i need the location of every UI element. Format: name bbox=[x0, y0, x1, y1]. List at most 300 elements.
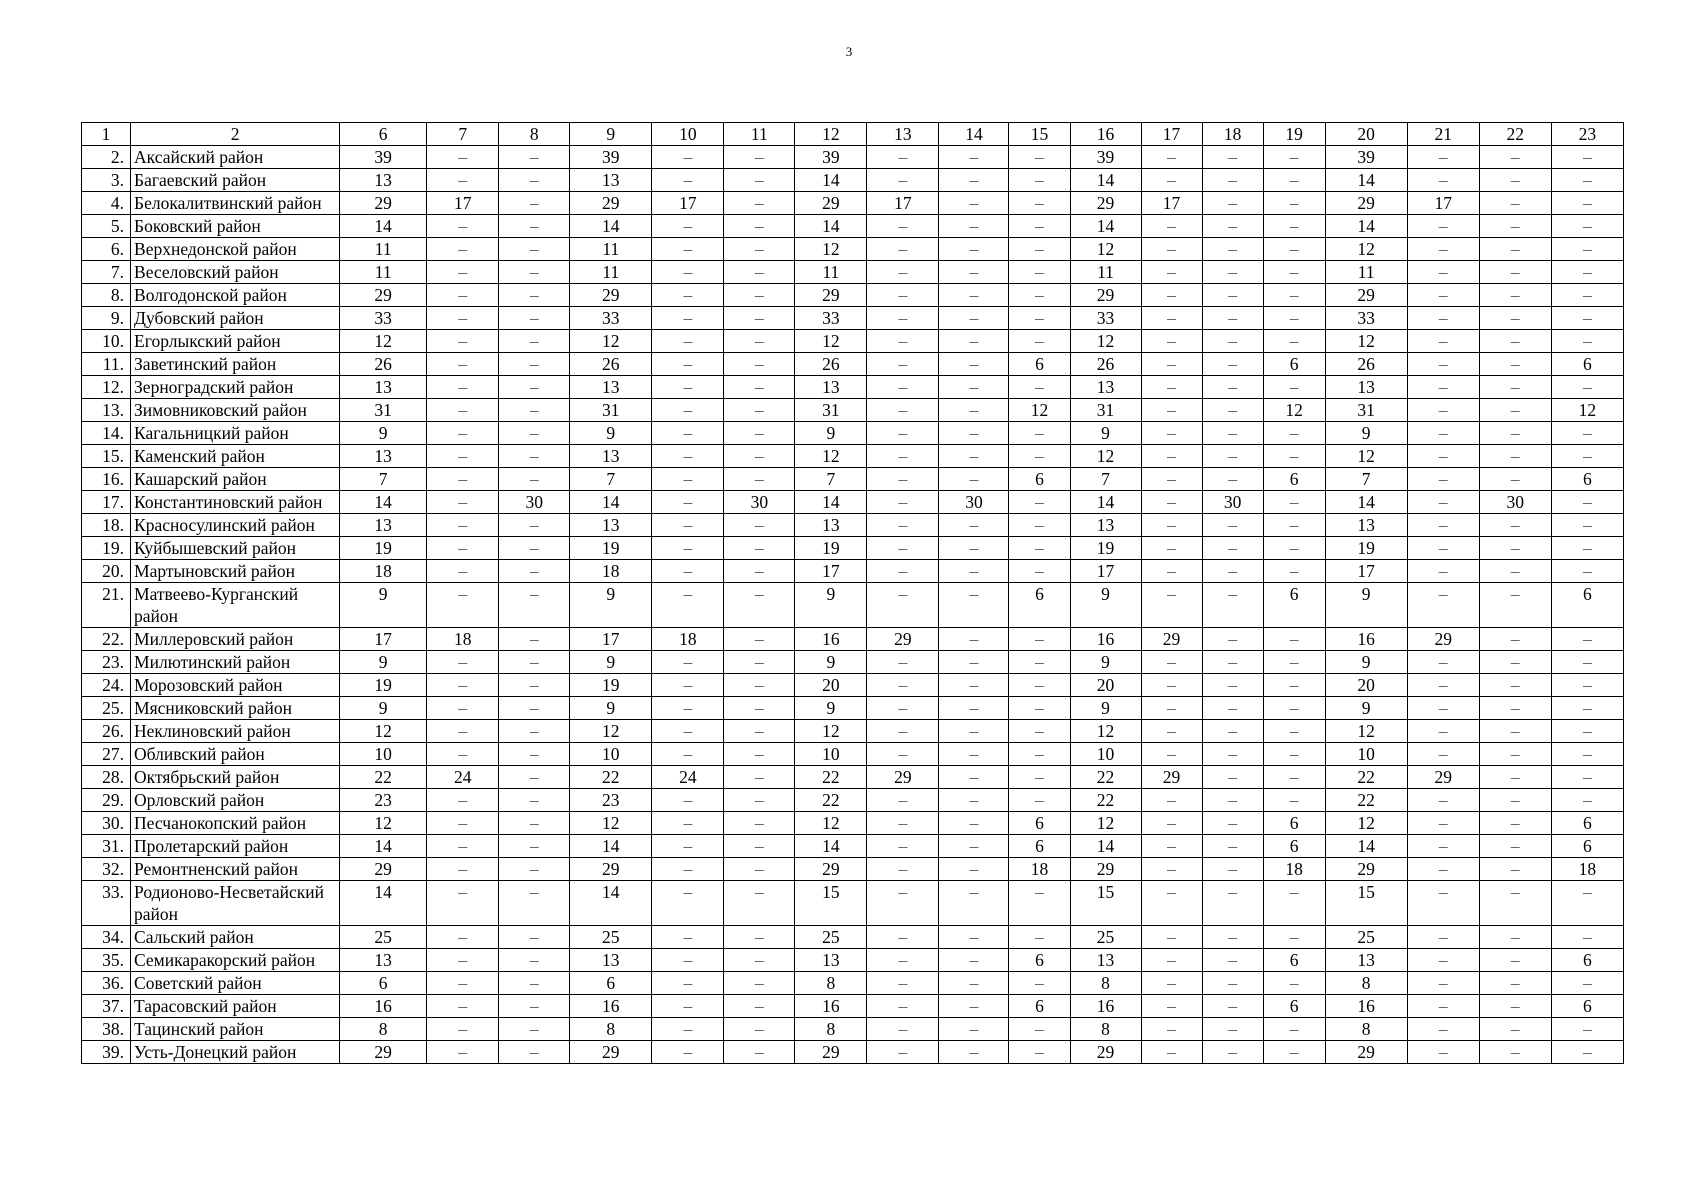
value-cell: – bbox=[1202, 743, 1263, 766]
value-cell: – bbox=[1009, 1041, 1070, 1064]
value-cell: – bbox=[427, 169, 499, 192]
value-cell: – bbox=[1202, 468, 1263, 491]
value-cell: 9 bbox=[795, 583, 867, 628]
value-cell: – bbox=[1551, 674, 1623, 697]
row-number: 36. bbox=[82, 972, 131, 995]
value-cell: – bbox=[867, 583, 939, 628]
value-cell: 17 bbox=[652, 192, 724, 215]
value-cell: 13 bbox=[340, 169, 427, 192]
value-cell: – bbox=[1551, 1041, 1623, 1064]
district-name: Веселовский район bbox=[131, 261, 340, 284]
value-cell: – bbox=[1479, 445, 1551, 468]
value-cell: – bbox=[1141, 651, 1202, 674]
value-cell: – bbox=[652, 560, 724, 583]
value-cell: 13 bbox=[1325, 949, 1407, 972]
value-cell: – bbox=[652, 330, 724, 353]
value-cell: 14 bbox=[340, 491, 427, 514]
value-cell: 25 bbox=[795, 926, 867, 949]
value-cell: – bbox=[867, 972, 939, 995]
value-cell: – bbox=[1141, 835, 1202, 858]
value-cell: – bbox=[1009, 445, 1070, 468]
value-cell: 6 bbox=[1009, 468, 1070, 491]
value-cell: – bbox=[1407, 560, 1479, 583]
value-cell: 39 bbox=[570, 146, 652, 169]
header-cell: 15 bbox=[1009, 123, 1070, 146]
value-cell: – bbox=[1141, 491, 1202, 514]
value-cell: – bbox=[427, 720, 499, 743]
value-cell: – bbox=[1009, 330, 1070, 353]
table-row bbox=[82, 949, 1624, 972]
value-cell: – bbox=[1407, 743, 1479, 766]
value-cell: 6 bbox=[1551, 995, 1623, 1018]
value-cell: – bbox=[724, 995, 795, 1018]
value-cell: – bbox=[1407, 215, 1479, 238]
value-cell: 17 bbox=[340, 628, 427, 651]
value-cell: 16 bbox=[1070, 995, 1141, 1018]
value-cell: 7 bbox=[1325, 468, 1407, 491]
value-cell: – bbox=[1263, 560, 1325, 583]
value-cell: – bbox=[1141, 514, 1202, 537]
value-cell: – bbox=[1479, 674, 1551, 697]
value-cell: – bbox=[1479, 1041, 1551, 1064]
value-cell: – bbox=[1202, 514, 1263, 537]
value-cell: – bbox=[1407, 468, 1479, 491]
value-cell: – bbox=[1407, 789, 1479, 812]
value-cell: – bbox=[1263, 307, 1325, 330]
value-cell: – bbox=[1407, 307, 1479, 330]
value-cell: – bbox=[652, 812, 724, 835]
value-cell: – bbox=[1407, 376, 1479, 399]
value-cell: – bbox=[499, 422, 570, 445]
value-cell: 9 bbox=[340, 583, 427, 628]
value-cell: – bbox=[1202, 261, 1263, 284]
value-cell: – bbox=[939, 399, 1009, 422]
table-row bbox=[82, 651, 1624, 674]
value-cell: 12 bbox=[795, 445, 867, 468]
value-cell: – bbox=[1479, 972, 1551, 995]
value-cell: – bbox=[427, 743, 499, 766]
value-cell: – bbox=[1141, 376, 1202, 399]
value-cell: 12 bbox=[570, 720, 652, 743]
value-cell: – bbox=[1407, 926, 1479, 949]
value-cell: – bbox=[1202, 651, 1263, 674]
value-cell: – bbox=[1479, 537, 1551, 560]
value-cell: 9 bbox=[795, 651, 867, 674]
table-row bbox=[82, 238, 1624, 261]
value-cell: – bbox=[1263, 146, 1325, 169]
value-cell: – bbox=[652, 514, 724, 537]
value-cell: – bbox=[1479, 422, 1551, 445]
value-cell: – bbox=[939, 628, 1009, 651]
row-number: 34. bbox=[82, 926, 131, 949]
value-cell: – bbox=[1141, 674, 1202, 697]
value-cell: – bbox=[652, 674, 724, 697]
value-cell: 23 bbox=[340, 789, 427, 812]
table-row bbox=[82, 261, 1624, 284]
value-cell: – bbox=[1009, 376, 1070, 399]
value-cell: – bbox=[939, 972, 1009, 995]
value-cell: 29 bbox=[1141, 766, 1202, 789]
value-cell: – bbox=[1141, 583, 1202, 628]
value-cell: – bbox=[1407, 858, 1479, 881]
value-cell: 13 bbox=[340, 514, 427, 537]
value-cell: – bbox=[1202, 1018, 1263, 1041]
value-cell: – bbox=[499, 560, 570, 583]
value-cell: 6 bbox=[1263, 353, 1325, 376]
value-cell: – bbox=[427, 995, 499, 1018]
value-cell: – bbox=[499, 926, 570, 949]
value-cell: – bbox=[1407, 238, 1479, 261]
table-row bbox=[82, 835, 1624, 858]
district-name: Семикаракорский район bbox=[131, 949, 340, 972]
value-cell: – bbox=[652, 284, 724, 307]
value-cell: 13 bbox=[340, 445, 427, 468]
district-name: Красносулинский район bbox=[131, 514, 340, 537]
value-cell: – bbox=[1407, 995, 1479, 1018]
table-row bbox=[82, 995, 1624, 1018]
value-cell: 39 bbox=[340, 146, 427, 169]
value-cell: 14 bbox=[795, 835, 867, 858]
value-cell: – bbox=[724, 628, 795, 651]
value-cell: 6 bbox=[1009, 949, 1070, 972]
value-cell: 6 bbox=[1263, 468, 1325, 491]
value-cell: – bbox=[499, 697, 570, 720]
value-cell: 9 bbox=[1325, 651, 1407, 674]
value-cell: – bbox=[1202, 697, 1263, 720]
table-row bbox=[82, 422, 1624, 445]
value-cell: – bbox=[1202, 1041, 1263, 1064]
value-cell: – bbox=[867, 146, 939, 169]
value-cell: – bbox=[652, 491, 724, 514]
value-cell: – bbox=[1141, 261, 1202, 284]
value-cell: – bbox=[1202, 192, 1263, 215]
row-number: 33. bbox=[82, 881, 131, 926]
district-name: Сальский район bbox=[131, 926, 340, 949]
table-header-row bbox=[82, 123, 1624, 146]
value-cell: – bbox=[1479, 789, 1551, 812]
value-cell: – bbox=[1141, 743, 1202, 766]
district-name: Каменский район bbox=[131, 445, 340, 468]
value-cell: 17 bbox=[867, 192, 939, 215]
value-cell: – bbox=[499, 766, 570, 789]
value-cell: – bbox=[1263, 881, 1325, 926]
value-cell: – bbox=[1551, 560, 1623, 583]
value-cell: 13 bbox=[795, 376, 867, 399]
value-cell: 13 bbox=[570, 376, 652, 399]
value-cell: – bbox=[867, 399, 939, 422]
value-cell: 8 bbox=[1070, 972, 1141, 995]
district-name: Аксайский район bbox=[131, 146, 340, 169]
district-name: Тарасовский район bbox=[131, 995, 340, 1018]
value-cell: – bbox=[867, 376, 939, 399]
value-cell: – bbox=[427, 674, 499, 697]
value-cell: 9 bbox=[1325, 697, 1407, 720]
value-cell: 16 bbox=[340, 995, 427, 1018]
value-cell: – bbox=[1009, 881, 1070, 926]
value-cell: 17 bbox=[570, 628, 652, 651]
value-cell: – bbox=[652, 445, 724, 468]
value-cell: 12 bbox=[340, 330, 427, 353]
value-cell: 6 bbox=[1551, 835, 1623, 858]
value-cell: – bbox=[1202, 881, 1263, 926]
value-cell: – bbox=[867, 330, 939, 353]
value-cell: – bbox=[427, 261, 499, 284]
value-cell: 10 bbox=[1070, 743, 1141, 766]
value-cell: 33 bbox=[795, 307, 867, 330]
district-name: Белокалитвинский район bbox=[131, 192, 340, 215]
row-number: 9. bbox=[82, 307, 131, 330]
value-cell: – bbox=[724, 330, 795, 353]
value-cell: 12 bbox=[340, 720, 427, 743]
value-cell: – bbox=[724, 743, 795, 766]
value-cell: – bbox=[1551, 789, 1623, 812]
value-cell: – bbox=[1141, 307, 1202, 330]
value-cell: – bbox=[1407, 491, 1479, 514]
value-cell: – bbox=[1479, 468, 1551, 491]
value-cell: – bbox=[427, 445, 499, 468]
row-number: 27. bbox=[82, 743, 131, 766]
header-cell: 1 bbox=[82, 123, 131, 146]
value-cell: 6 bbox=[340, 972, 427, 995]
value-cell: 14 bbox=[795, 215, 867, 238]
value-cell: – bbox=[652, 583, 724, 628]
district-name: Миллеровский район bbox=[131, 628, 340, 651]
value-cell: – bbox=[1263, 537, 1325, 560]
value-cell: 9 bbox=[570, 651, 652, 674]
value-cell: 22 bbox=[1070, 789, 1141, 812]
table-row bbox=[82, 720, 1624, 743]
row-number: 20. bbox=[82, 560, 131, 583]
value-cell: – bbox=[867, 743, 939, 766]
value-cell: – bbox=[652, 743, 724, 766]
value-cell: 13 bbox=[1325, 376, 1407, 399]
value-cell: 29 bbox=[1325, 284, 1407, 307]
value-cell: – bbox=[939, 789, 1009, 812]
value-cell: – bbox=[1009, 697, 1070, 720]
value-cell: – bbox=[939, 697, 1009, 720]
value-cell: – bbox=[1479, 697, 1551, 720]
row-number: 12. bbox=[82, 376, 131, 399]
value-cell: – bbox=[939, 743, 1009, 766]
value-cell: – bbox=[1202, 353, 1263, 376]
value-cell: 6 bbox=[1263, 995, 1325, 1018]
value-cell: – bbox=[652, 949, 724, 972]
value-cell: – bbox=[1551, 422, 1623, 445]
value-cell: – bbox=[1479, 238, 1551, 261]
value-cell: – bbox=[499, 353, 570, 376]
value-cell: – bbox=[1263, 628, 1325, 651]
value-cell: – bbox=[724, 146, 795, 169]
value-cell: – bbox=[1263, 261, 1325, 284]
value-cell: – bbox=[1479, 812, 1551, 835]
value-cell: – bbox=[1141, 445, 1202, 468]
value-cell: – bbox=[1202, 766, 1263, 789]
value-cell: – bbox=[724, 651, 795, 674]
value-cell: – bbox=[427, 238, 499, 261]
row-number: 38. bbox=[82, 1018, 131, 1041]
value-cell: 12 bbox=[1325, 812, 1407, 835]
value-cell: – bbox=[724, 858, 795, 881]
value-cell: – bbox=[939, 284, 1009, 307]
value-cell: 18 bbox=[1551, 858, 1623, 881]
value-cell: – bbox=[867, 284, 939, 307]
district-name: Ремонтненский район bbox=[131, 858, 340, 881]
value-cell: – bbox=[1141, 720, 1202, 743]
value-cell: – bbox=[1141, 560, 1202, 583]
value-cell: – bbox=[499, 399, 570, 422]
value-cell: 6 bbox=[1263, 949, 1325, 972]
value-cell: – bbox=[1263, 284, 1325, 307]
value-cell: 6 bbox=[570, 972, 652, 995]
value-cell: – bbox=[1009, 972, 1070, 995]
value-cell: 12 bbox=[1070, 720, 1141, 743]
value-cell: 9 bbox=[1070, 651, 1141, 674]
value-cell: 13 bbox=[570, 514, 652, 537]
value-cell: – bbox=[1141, 995, 1202, 1018]
value-cell: 31 bbox=[340, 399, 427, 422]
value-cell: – bbox=[427, 1041, 499, 1064]
value-cell: – bbox=[867, 353, 939, 376]
value-cell: 33 bbox=[1070, 307, 1141, 330]
row-number: 15. bbox=[82, 445, 131, 468]
value-cell: 29 bbox=[340, 1041, 427, 1064]
value-cell: – bbox=[939, 514, 1009, 537]
row-number: 22. bbox=[82, 628, 131, 651]
table-row bbox=[82, 1041, 1624, 1064]
value-cell: – bbox=[427, 307, 499, 330]
table-row bbox=[82, 972, 1624, 995]
value-cell: – bbox=[1479, 743, 1551, 766]
value-cell: – bbox=[499, 674, 570, 697]
value-cell: 19 bbox=[570, 674, 652, 697]
header-cell: 21 bbox=[1407, 123, 1479, 146]
value-cell: 6 bbox=[1009, 835, 1070, 858]
value-cell: 29 bbox=[340, 284, 427, 307]
row-number: 3. bbox=[82, 169, 131, 192]
value-cell: 29 bbox=[1325, 1041, 1407, 1064]
row-number: 28. bbox=[82, 766, 131, 789]
value-cell: – bbox=[427, 560, 499, 583]
row-number: 7. bbox=[82, 261, 131, 284]
value-cell: 8 bbox=[340, 1018, 427, 1041]
district-name: Волгодонской район bbox=[131, 284, 340, 307]
value-cell: – bbox=[939, 468, 1009, 491]
value-cell: 13 bbox=[1070, 949, 1141, 972]
value-cell: – bbox=[1263, 238, 1325, 261]
value-cell: 18 bbox=[652, 628, 724, 651]
value-cell: – bbox=[1407, 169, 1479, 192]
value-cell: – bbox=[652, 1041, 724, 1064]
value-cell: 12 bbox=[570, 812, 652, 835]
value-cell: 29 bbox=[795, 1041, 867, 1064]
value-cell: – bbox=[1479, 926, 1551, 949]
value-cell: – bbox=[1479, 376, 1551, 399]
value-cell: – bbox=[1407, 835, 1479, 858]
row-number: 24. bbox=[82, 674, 131, 697]
district-name: Багаевский район bbox=[131, 169, 340, 192]
value-cell: – bbox=[867, 812, 939, 835]
value-cell: – bbox=[1202, 674, 1263, 697]
value-cell: 29 bbox=[1407, 628, 1479, 651]
value-cell: 24 bbox=[652, 766, 724, 789]
value-cell: – bbox=[1479, 399, 1551, 422]
value-cell: 17 bbox=[795, 560, 867, 583]
value-cell: – bbox=[1479, 169, 1551, 192]
value-cell: 13 bbox=[1325, 514, 1407, 537]
value-cell: – bbox=[499, 261, 570, 284]
value-cell: – bbox=[724, 238, 795, 261]
value-cell: – bbox=[1263, 215, 1325, 238]
value-cell: – bbox=[724, 1041, 795, 1064]
value-cell: – bbox=[1009, 674, 1070, 697]
value-cell: 39 bbox=[1070, 146, 1141, 169]
row-number: 39. bbox=[82, 1041, 131, 1064]
value-cell: – bbox=[1407, 146, 1479, 169]
value-cell: – bbox=[1009, 307, 1070, 330]
value-cell: – bbox=[867, 238, 939, 261]
value-cell: – bbox=[939, 949, 1009, 972]
value-cell: 30 bbox=[724, 491, 795, 514]
value-cell: 31 bbox=[1325, 399, 1407, 422]
value-cell: 6 bbox=[1263, 583, 1325, 628]
value-cell: – bbox=[1479, 560, 1551, 583]
row-number: 21. bbox=[82, 583, 131, 628]
value-cell: – bbox=[1263, 169, 1325, 192]
value-cell: 30 bbox=[499, 491, 570, 514]
table-row bbox=[82, 284, 1624, 307]
value-cell: – bbox=[1202, 215, 1263, 238]
value-cell: 18 bbox=[340, 560, 427, 583]
value-cell: – bbox=[1009, 766, 1070, 789]
value-cell: 6 bbox=[1263, 835, 1325, 858]
value-cell: 6 bbox=[1009, 995, 1070, 1018]
row-number: 8. bbox=[82, 284, 131, 307]
value-cell: 12 bbox=[795, 720, 867, 743]
value-cell: – bbox=[724, 881, 795, 926]
value-cell: – bbox=[1202, 146, 1263, 169]
value-cell: – bbox=[1263, 1041, 1325, 1064]
value-cell: 12 bbox=[1325, 330, 1407, 353]
value-cell: – bbox=[1479, 307, 1551, 330]
value-cell: – bbox=[939, 812, 1009, 835]
value-cell: 11 bbox=[1325, 261, 1407, 284]
header-cell: 8 bbox=[499, 123, 570, 146]
value-cell: – bbox=[1009, 146, 1070, 169]
value-cell: – bbox=[1551, 926, 1623, 949]
value-cell: – bbox=[1202, 972, 1263, 995]
value-cell: – bbox=[652, 169, 724, 192]
value-cell: – bbox=[427, 514, 499, 537]
value-cell: – bbox=[1202, 628, 1263, 651]
value-cell: – bbox=[1551, 146, 1623, 169]
value-cell: 26 bbox=[1070, 353, 1141, 376]
value-cell: – bbox=[1407, 284, 1479, 307]
value-cell: – bbox=[867, 926, 939, 949]
value-cell: 15 bbox=[1325, 881, 1407, 926]
value-cell: – bbox=[867, 1041, 939, 1064]
value-cell: 9 bbox=[340, 651, 427, 674]
value-cell: – bbox=[1551, 1018, 1623, 1041]
district-name: Заветинский район bbox=[131, 353, 340, 376]
value-cell: 26 bbox=[340, 353, 427, 376]
header-cell: 22 bbox=[1479, 123, 1551, 146]
value-cell: 22 bbox=[340, 766, 427, 789]
value-cell: – bbox=[724, 215, 795, 238]
value-cell: – bbox=[939, 766, 1009, 789]
header-cell: 14 bbox=[939, 123, 1009, 146]
value-cell: – bbox=[1202, 789, 1263, 812]
value-cell: – bbox=[499, 146, 570, 169]
